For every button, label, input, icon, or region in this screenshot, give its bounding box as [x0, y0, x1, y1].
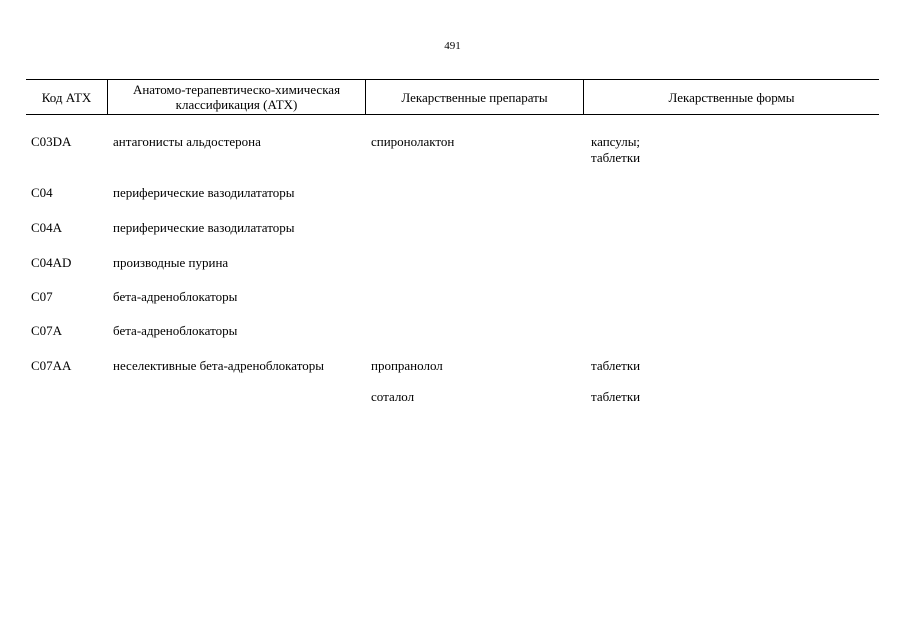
- table-header: [26, 79, 879, 115]
- cell-form: таблетки: [591, 358, 641, 373]
- header-atc-line1: Анатомо-терапевтическо-химическая: [132, 82, 341, 97]
- cell-form-line2: таблетки: [591, 150, 641, 165]
- cell-atc: периферические вазодилататоры: [113, 220, 295, 235]
- cell-atc: бета-адреноблокаторы: [113, 289, 238, 304]
- cell-form-line1: капсулы;: [591, 134, 641, 149]
- header-atc-classification: [107, 80, 365, 114]
- header-atc-line2: классификация (АТХ): [175, 97, 298, 112]
- cell-form: таблетки: [591, 389, 641, 404]
- cell-form: [591, 134, 640, 166]
- cell-code: C07A: [31, 323, 63, 338]
- header-forms: Лекарственные формы: [583, 80, 879, 114]
- cell-code: C03DA: [31, 134, 72, 149]
- page-number: 491: [444, 40, 461, 52]
- cell-code: C07: [31, 289, 53, 304]
- header-code: Код АТХ: [41, 89, 92, 105]
- cell-drug: соталол: [371, 389, 415, 404]
- cell-code: C04AD: [31, 255, 72, 270]
- header-drugs: Лекарственные препараты: [365, 80, 583, 114]
- cell-atc: неселективные бета-адреноблокаторы: [113, 358, 324, 373]
- cell-atc: антагонисты альдостерона: [113, 134, 261, 149]
- cell-drug: пропранолол: [371, 358, 443, 373]
- cell-code: C04: [31, 185, 53, 200]
- cell-atc: бета-адреноблокаторы: [113, 323, 238, 338]
- cell-code: C04A: [31, 220, 63, 235]
- cell-code: C07AA: [31, 358, 72, 373]
- cell-atc: периферические вазодилататоры: [113, 185, 295, 200]
- cell-drug: спиронолактон: [371, 134, 455, 149]
- cell-atc: производные пурина: [113, 255, 229, 270]
